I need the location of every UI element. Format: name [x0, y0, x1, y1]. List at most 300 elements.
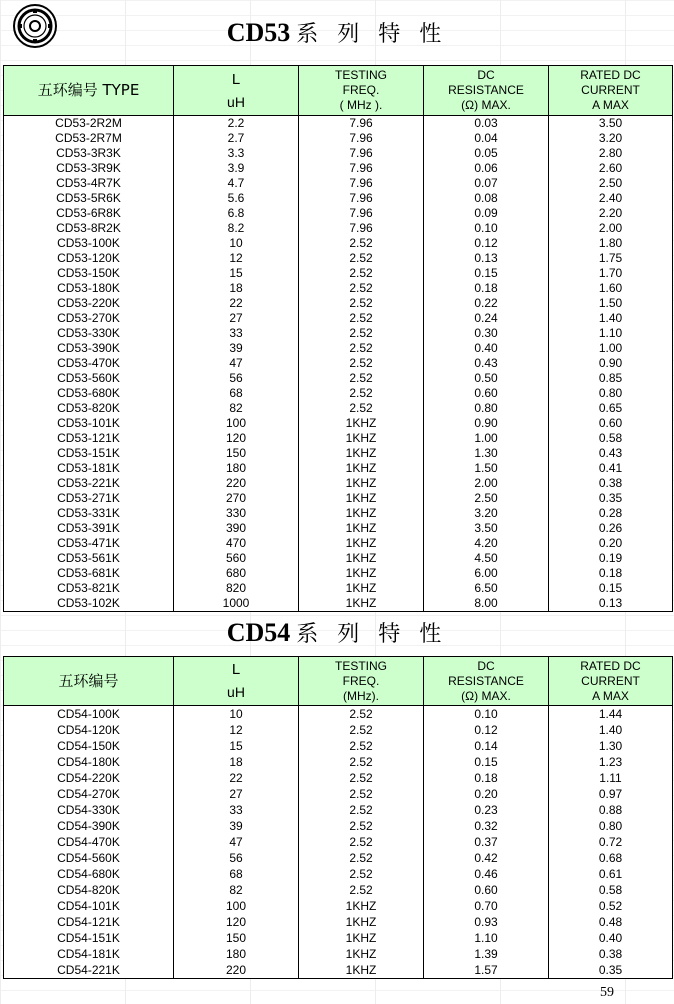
dc-resistance-cell: 8.00 [424, 596, 549, 612]
table-row [4, 446, 673, 461]
dc-resistance-cell: 0.20 [424, 786, 549, 802]
part-number-cell: CD53-3R9K [4, 161, 174, 176]
part-number-cell: CD54-820K [4, 882, 174, 898]
inductance-cell: 5.6 [174, 191, 299, 206]
inductance-cell: 12 [174, 722, 299, 738]
inductance-cell: 220 [174, 476, 299, 491]
inductance-cell: 820 [174, 581, 299, 596]
part-number-cell: CD54-330K [4, 802, 174, 818]
inductance-cell: 2.2 [174, 116, 299, 132]
title-code: CD54 [226, 618, 291, 647]
test-freq-cell: 2.52 [299, 834, 424, 850]
part-number-cell: CD53-100K [4, 236, 174, 251]
test-freq-cell: 2.52 [299, 706, 424, 723]
test-freq-cell: 2.52 [299, 866, 424, 882]
inductance-cell: 270 [174, 491, 299, 506]
rated-current-cell: 0.52 [549, 898, 673, 914]
test-freq-cell: 7.96 [299, 206, 424, 221]
header-line: RATED DC [580, 68, 641, 82]
inductance-cell: 3.9 [174, 161, 299, 176]
dc-resistance-cell: 1.50 [424, 461, 549, 476]
column-header-dc-resistance [424, 657, 549, 706]
header-line: ( MHz ). [339, 98, 383, 112]
test-freq-cell: 7.96 [299, 131, 424, 146]
part-number-cell: CD53-821K [4, 581, 174, 596]
table-row [4, 416, 673, 431]
rated-current-cell: 1.30 [549, 738, 673, 754]
header-line: RESISTANCE [448, 83, 524, 97]
dc-resistance-cell: 2.50 [424, 491, 549, 506]
test-freq-cell: 1KHZ [299, 898, 424, 914]
table-row [4, 116, 673, 132]
table-row [4, 326, 673, 341]
dc-resistance-cell: 0.22 [424, 296, 549, 311]
part-number-cell: CD54-560K [4, 850, 174, 866]
header-line: A MAX [592, 98, 629, 112]
table-row [4, 706, 673, 723]
dc-resistance-cell: 0.12 [424, 722, 549, 738]
test-freq-cell: 1KHZ [299, 536, 424, 551]
test-freq-cell: 2.52 [299, 386, 424, 401]
inductance-cell: 56 [174, 850, 299, 866]
inductance-cell: 470 [174, 536, 299, 551]
inductance-cell: 10 [174, 236, 299, 251]
dc-resistance-cell: 0.06 [424, 161, 549, 176]
dc-resistance-cell: 0.18 [424, 770, 549, 786]
table-row [4, 296, 673, 311]
test-freq-cell: 1KHZ [299, 446, 424, 461]
rated-current-cell: 1.23 [549, 754, 673, 770]
rated-current-cell: 0.13 [549, 596, 673, 612]
rated-current-cell: 0.60 [549, 416, 673, 431]
section-title-cd53 [0, 18, 674, 50]
inductance-cell: 82 [174, 401, 299, 416]
column-header-type: 五环编号 TYPE [4, 66, 174, 116]
rated-current-cell: 0.18 [549, 566, 673, 581]
part-number-cell: CD53-680K [4, 386, 174, 401]
cd53-spec-table [3, 65, 673, 612]
table-row [4, 850, 673, 866]
inductance-cell: 33 [174, 802, 299, 818]
rated-current-cell: 0.85 [549, 371, 673, 386]
dc-resistance-cell: 3.20 [424, 506, 549, 521]
table-row [4, 386, 673, 401]
table-row [4, 962, 673, 979]
dc-resistance-cell: 0.42 [424, 850, 549, 866]
rated-current-cell: 0.41 [549, 461, 673, 476]
dc-resistance-cell: 0.04 [424, 131, 549, 146]
inductance-cell: 6.8 [174, 206, 299, 221]
inductance-cell: 3.3 [174, 146, 299, 161]
rated-current-cell: 2.80 [549, 146, 673, 161]
test-freq-cell: 1KHZ [299, 476, 424, 491]
column-header-test-freq [299, 657, 424, 706]
test-freq-cell: 1KHZ [299, 551, 424, 566]
dc-resistance-cell: 0.32 [424, 818, 549, 834]
rated-current-cell: 2.20 [549, 206, 673, 221]
dc-resistance-cell: 6.50 [424, 581, 549, 596]
part-number-cell: CD53-561K [4, 551, 174, 566]
table-row [4, 131, 673, 146]
table-row [4, 770, 673, 786]
rated-current-cell: 0.20 [549, 536, 673, 551]
part-number-cell: CD53-271K [4, 491, 174, 506]
inductance-cell: 8.2 [174, 221, 299, 236]
rated-current-cell: 0.72 [549, 834, 673, 850]
title-suffix: 系 列 特 性 [296, 22, 448, 47]
header-line: CURRENT [581, 673, 640, 688]
table-row [4, 946, 673, 962]
inductance-cell: 150 [174, 446, 299, 461]
table-row [4, 866, 673, 882]
dc-resistance-cell: 4.50 [424, 551, 549, 566]
header-line: TESTING [334, 68, 387, 82]
rated-current-cell: 0.28 [549, 506, 673, 521]
dc-resistance-cell: 1.30 [424, 446, 549, 461]
dc-resistance-cell: 0.08 [424, 191, 549, 206]
table-row [4, 491, 673, 506]
rated-current-cell: 3.20 [549, 131, 673, 146]
table-row [4, 281, 673, 296]
rated-current-cell: 3.50 [549, 116, 673, 132]
header-line: (MHz). [343, 688, 379, 703]
inductance-cell: 56 [174, 371, 299, 386]
inductance-cell: 220 [174, 962, 299, 979]
inductance-cell: 27 [174, 311, 299, 326]
test-freq-cell: 2.52 [299, 341, 424, 356]
dc-resistance-cell: 0.10 [424, 706, 549, 723]
rated-current-cell: 0.15 [549, 581, 673, 596]
part-number-cell: CD53-5R6K [4, 191, 174, 206]
cd54-table-body [4, 706, 673, 979]
part-number-cell: CD54-121K [4, 914, 174, 930]
rated-current-cell: 0.19 [549, 551, 673, 566]
test-freq-cell: 2.52 [299, 251, 424, 266]
table-row [4, 176, 673, 191]
table-row [4, 311, 673, 326]
part-number-cell: CD54-180K [4, 754, 174, 770]
dc-resistance-cell: 1.57 [424, 962, 549, 979]
part-number-cell: CD53-820K [4, 401, 174, 416]
test-freq-cell: 2.52 [299, 754, 424, 770]
test-freq-cell: 2.52 [299, 738, 424, 754]
inductance-cell: 180 [174, 461, 299, 476]
rated-current-cell: 0.26 [549, 521, 673, 536]
header-line: (Ω) MAX. [461, 98, 511, 112]
inductance-cell: 390 [174, 521, 299, 536]
table-row [4, 236, 673, 251]
header-line: FREQ. [342, 673, 380, 688]
header-line: (Ω) MAX. [461, 688, 511, 703]
inductance-cell: 47 [174, 834, 299, 850]
part-number-cell: CD53-121K [4, 431, 174, 446]
column-header-rated-current [549, 66, 673, 116]
part-number-cell: CD53-470K [4, 356, 174, 371]
dc-resistance-cell: 0.23 [424, 802, 549, 818]
test-freq-cell: 1KHZ [299, 596, 424, 612]
test-freq-cell: 1KHZ [299, 566, 424, 581]
test-freq-cell: 1KHZ [299, 521, 424, 536]
table-row [4, 431, 673, 446]
part-number-cell: CD53-220K [4, 296, 174, 311]
dc-resistance-cell: 0.24 [424, 311, 549, 326]
inductance-cell: 39 [174, 818, 299, 834]
rated-current-cell: 1.44 [549, 706, 673, 723]
rated-current-cell: 2.60 [549, 161, 673, 176]
dc-resistance-cell: 1.00 [424, 431, 549, 446]
rated-current-cell: 0.38 [549, 946, 673, 962]
cd53-table-body [4, 116, 673, 612]
inductance-cell: 33 [174, 326, 299, 341]
part-number-cell: CD53-390K [4, 341, 174, 356]
part-number-cell: CD54-100K [4, 706, 174, 723]
dc-resistance-cell: 0.05 [424, 146, 549, 161]
dc-resistance-cell: 0.60 [424, 882, 549, 898]
rated-current-cell: 1.11 [549, 770, 673, 786]
rated-current-cell: 0.88 [549, 802, 673, 818]
inductance-unit: uH [227, 93, 245, 110]
table-row [4, 566, 673, 581]
dc-resistance-cell: 0.14 [424, 738, 549, 754]
rated-current-cell: 0.40 [549, 930, 673, 946]
part-number-cell: CD53-330K [4, 326, 174, 341]
part-number-cell: CD53-681K [4, 566, 174, 581]
title-code: CD53 [226, 18, 291, 47]
table-row [4, 930, 673, 946]
part-number-cell: CD54-470K [4, 834, 174, 850]
rated-current-cell: 1.40 [549, 722, 673, 738]
test-freq-cell: 1KHZ [299, 946, 424, 962]
dc-resistance-cell: 0.18 [424, 281, 549, 296]
inductance-cell: 560 [174, 551, 299, 566]
rated-current-cell: 0.43 [549, 446, 673, 461]
table-row [4, 754, 673, 770]
inductance-cell: 68 [174, 866, 299, 882]
column-header-inductance [174, 66, 299, 116]
test-freq-cell: 2.52 [299, 311, 424, 326]
test-freq-cell: 1KHZ [299, 914, 424, 930]
table-row [4, 521, 673, 536]
test-freq-cell: 2.52 [299, 882, 424, 898]
rated-current-cell: 0.65 [549, 401, 673, 416]
inductance-cell: 27 [174, 786, 299, 802]
dc-resistance-cell: 0.50 [424, 371, 549, 386]
rated-current-cell: 2.40 [549, 191, 673, 206]
part-number-cell: CD53-221K [4, 476, 174, 491]
test-freq-cell: 2.52 [299, 802, 424, 818]
test-freq-cell: 1KHZ [299, 506, 424, 521]
part-number-cell: CD53-391K [4, 521, 174, 536]
table-row [4, 371, 673, 386]
dc-resistance-cell: 1.39 [424, 946, 549, 962]
test-freq-cell: 2.52 [299, 818, 424, 834]
test-freq-cell: 2.52 [299, 722, 424, 738]
part-number-cell: CD53-3R3K [4, 146, 174, 161]
inductance-cell: 4.7 [174, 176, 299, 191]
inductance-cell: 330 [174, 506, 299, 521]
rated-current-cell: 0.90 [549, 356, 673, 371]
part-number-cell: CD54-181K [4, 946, 174, 962]
test-freq-cell: 7.96 [299, 176, 424, 191]
part-number-cell: CD54-150K [4, 738, 174, 754]
header-line: CURRENT [581, 83, 640, 97]
table-row [4, 161, 673, 176]
dc-resistance-cell: 6.00 [424, 566, 549, 581]
dc-resistance-cell: 0.09 [424, 206, 549, 221]
header-line: RATED DC [580, 658, 641, 673]
test-freq-cell: 1KHZ [299, 962, 424, 979]
test-freq-cell: 2.52 [299, 356, 424, 371]
dc-resistance-cell: 0.90 [424, 416, 549, 431]
test-freq-cell: 2.52 [299, 371, 424, 386]
inductance-cell: 15 [174, 266, 299, 281]
test-freq-cell: 1KHZ [299, 930, 424, 946]
rated-current-cell: 1.50 [549, 296, 673, 311]
inductance-cell: 18 [174, 754, 299, 770]
dc-resistance-cell: 0.10 [424, 221, 549, 236]
part-number-cell: CD53-560K [4, 371, 174, 386]
rated-current-cell: 0.35 [549, 962, 673, 979]
test-freq-cell: 2.52 [299, 236, 424, 251]
part-number-cell: CD54-151K [4, 930, 174, 946]
test-freq-cell: 7.96 [299, 221, 424, 236]
rated-current-cell: 0.68 [549, 850, 673, 866]
table-row [4, 536, 673, 551]
part-number-cell: CD53-120K [4, 251, 174, 266]
dc-resistance-cell: 0.43 [424, 356, 549, 371]
test-freq-cell: 2.52 [299, 850, 424, 866]
table-row [4, 476, 673, 491]
inductance-symbol: L [231, 70, 241, 88]
part-number-cell: CD54-221K [4, 962, 174, 979]
table-row [4, 221, 673, 236]
table-row [4, 341, 673, 356]
table-row [4, 401, 673, 416]
table-row [4, 461, 673, 476]
inductance-cell: 82 [174, 882, 299, 898]
rated-current-cell: 1.80 [549, 236, 673, 251]
inductance-cell: 100 [174, 416, 299, 431]
rated-current-cell: 1.70 [549, 266, 673, 281]
inductance-cell: 150 [174, 930, 299, 946]
rated-current-cell: 1.60 [549, 281, 673, 296]
dc-resistance-cell: 0.07 [424, 176, 549, 191]
rated-current-cell: 0.58 [549, 882, 673, 898]
dc-resistance-cell: 0.12 [424, 236, 549, 251]
test-freq-cell: 2.52 [299, 770, 424, 786]
dc-resistance-cell: 0.03 [424, 116, 549, 132]
part-number-cell: CD54-220K [4, 770, 174, 786]
dc-resistance-cell: 0.93 [424, 914, 549, 930]
table-row [4, 722, 673, 738]
rated-current-cell: 0.61 [549, 866, 673, 882]
table-row [4, 738, 673, 754]
rated-current-cell: 0.38 [549, 476, 673, 491]
inductance-cell: 180 [174, 946, 299, 962]
title-suffix: 系 列 特 性 [296, 622, 448, 647]
part-number-cell: CD53-150K [4, 266, 174, 281]
inductance-cell: 120 [174, 914, 299, 930]
dc-resistance-cell: 0.13 [424, 251, 549, 266]
inductance-cell: 22 [174, 770, 299, 786]
dc-resistance-cell: 0.37 [424, 834, 549, 850]
dc-resistance-cell: 0.80 [424, 401, 549, 416]
part-number-cell: CD54-101K [4, 898, 174, 914]
rated-current-cell: 2.50 [549, 176, 673, 191]
inductance-cell: 68 [174, 386, 299, 401]
test-freq-cell: 1KHZ [299, 491, 424, 506]
test-freq-cell: 2.52 [299, 296, 424, 311]
part-number-cell: CD54-270K [4, 786, 174, 802]
header-line: RESISTANCE [448, 673, 524, 688]
table-row [4, 818, 673, 834]
inductance-cell: 15 [174, 738, 299, 754]
test-freq-cell: 7.96 [299, 116, 424, 132]
rated-current-cell: 0.97 [549, 786, 673, 802]
rated-current-cell: 0.58 [549, 431, 673, 446]
part-number-cell: CD54-120K [4, 722, 174, 738]
inductance-cell: 120 [174, 431, 299, 446]
dc-resistance-cell: 0.60 [424, 386, 549, 401]
rated-current-cell: 0.80 [549, 386, 673, 401]
test-freq-cell: 7.96 [299, 161, 424, 176]
part-number-cell: CD53-270K [4, 311, 174, 326]
table-row [4, 914, 673, 930]
dc-resistance-cell: 1.10 [424, 930, 549, 946]
dc-resistance-cell: 4.20 [424, 536, 549, 551]
rated-current-cell: 0.35 [549, 491, 673, 506]
test-freq-cell: 1KHZ [299, 461, 424, 476]
inductance-cell: 22 [174, 296, 299, 311]
table-row [4, 786, 673, 802]
part-number-cell: CD53-181K [4, 461, 174, 476]
test-freq-cell: 1KHZ [299, 431, 424, 446]
part-number-cell: CD53-2R2M [4, 116, 174, 132]
dc-resistance-cell: 0.30 [424, 326, 549, 341]
part-number-cell: CD54-680K [4, 866, 174, 882]
table-row [4, 356, 673, 371]
table-row [4, 898, 673, 914]
column-header-test-freq [299, 66, 424, 116]
part-number-cell: CD53-101K [4, 416, 174, 431]
part-number-cell: CD53-471K [4, 536, 174, 551]
rated-current-cell: 1.00 [549, 341, 673, 356]
test-freq-cell: 2.52 [299, 281, 424, 296]
part-number-cell: CD53-102K [4, 596, 174, 612]
test-freq-cell: 1KHZ [299, 581, 424, 596]
inductance-cell: 2.7 [174, 131, 299, 146]
column-header-rated-current [549, 657, 673, 706]
page-number: 59 [600, 985, 614, 1000]
inductance-cell: 10 [174, 706, 299, 723]
rated-current-cell: 0.80 [549, 818, 673, 834]
section-title-cd54 [0, 618, 674, 650]
table-row [4, 802, 673, 818]
table-row [4, 191, 673, 206]
dc-resistance-cell: 0.70 [424, 898, 549, 914]
part-number-cell: CD54-390K [4, 818, 174, 834]
inductance-unit: uH [227, 684, 245, 700]
part-number-cell: CD53-180K [4, 281, 174, 296]
part-number-cell: CD53-331K [4, 506, 174, 521]
table-row [4, 882, 673, 898]
inductance-cell: 680 [174, 566, 299, 581]
dc-resistance-cell: 3.50 [424, 521, 549, 536]
table-row [4, 506, 673, 521]
table-row [4, 251, 673, 266]
header-line: FREQ. [342, 83, 380, 97]
dc-resistance-cell: 0.15 [424, 266, 549, 281]
